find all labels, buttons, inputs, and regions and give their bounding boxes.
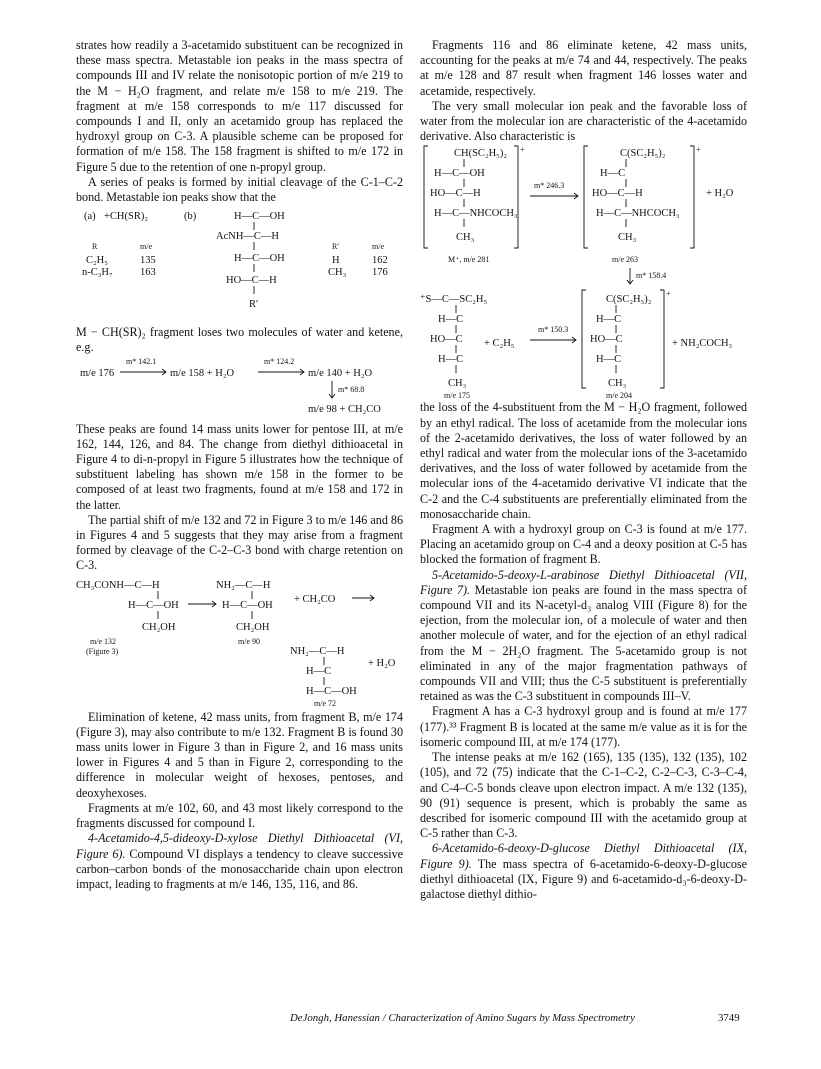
svg-text:m* 68.8: m* 68.8 bbox=[338, 384, 365, 394]
svg-text:(b): (b) bbox=[184, 211, 197, 223]
svg-text:m* 158.4: m* 158.4 bbox=[636, 271, 667, 281]
svg-text:m* 246.3: m* 246.3 bbox=[534, 181, 565, 191]
svg-text:135: 135 bbox=[140, 255, 156, 267]
svg-text:HO—C—H: HO—C—H bbox=[592, 188, 643, 200]
paragraph: the loss of the 4-substituent from the M − H₂O fragment, followed by an ethyl radical. The loss of acetamide from the molecular ions of the 2-acetamido derivatives, the loss of water followed by an ethyl radical and water from the molecular ions of the 3-acetamido derivatives, and the loss of water followed by acetamide from the molecular ions of the 4-acetamido derivative VI indicate that the C-2 and the C-4 substituents are preferentially eliminated from the monosaccharide chain. bbox=[420, 400, 747, 521]
svg-text:m/e 132: m/e 132 bbox=[90, 636, 116, 646]
svg-text:+ H₂O: + H₂O bbox=[706, 188, 734, 200]
scheme-4 bbox=[420, 144, 747, 400]
svg-text:H—C: H—C bbox=[596, 314, 622, 326]
section-heading: 5-Acetamido-5-deoxy-L-arabinose Diethyl Dithioacetal (VII, Figure 7). bbox=[420, 567, 747, 597]
svg-text:m* 150.3: m* 150.3 bbox=[538, 325, 569, 335]
svg-text:CH₃: CH₃ bbox=[618, 232, 637, 244]
svg-text:+: + bbox=[696, 145, 701, 155]
paragraph-body: The mass spectra of 6-acetamido-6-deoxy-D-glucose diethyl dithioacetal (IX, Figure 9) and 6-acetamido-d₃-6-deoxy-D-galactose diethyl dithio- bbox=[420, 856, 747, 901]
svg-text:H—C: H—C bbox=[438, 354, 464, 366]
paragraph-body: Metastable ion peaks are found in the mass spectra of compound VII and its N-acetyl-d₃ analog VIII (Figure 8) for the ejection, from the molecular ion, of a molecule of water and then another molecule of water, and for the ejection of an ethyl radical from the M − 2H₂O fragment. The 5-acetamido group is not eliminated in any of the major fragmentation pathways of compounds VII and VIII; thus the C-5 substituent is preferentially retained as was the C-3 substituent in compounds III–V. bbox=[420, 582, 747, 704]
svg-text:H: H bbox=[332, 255, 340, 267]
svg-text:R′: R′ bbox=[249, 299, 259, 311]
paragraph-body: Compound VI displays a tendency to cleave successive carbon–carbon bonds of the monosaccharide chain upon electron impact, leading to fragments at m/e 146, 135, 116, and 86. bbox=[76, 846, 403, 891]
section-heading: 6-Acetamido-6-deoxy-D-glucose Diethyl Dithioacetal (IX, Figure 9). bbox=[420, 841, 747, 871]
svg-text:H—C—NHCOCH₃: H—C—NHCOCH₃ bbox=[434, 208, 518, 220]
svg-text:C(SC₂H₅)₂: C(SC₂H₅)₂ bbox=[620, 148, 666, 160]
svg-text:HO—C: HO—C bbox=[590, 334, 623, 346]
svg-text:R′: R′ bbox=[332, 242, 340, 252]
scheme-1 bbox=[76, 205, 403, 325]
svg-text:CH(SC₂H₅)₂: CH(SC₂H₅)₂ bbox=[454, 148, 507, 160]
svg-text:m/e 175: m/e 175 bbox=[444, 391, 470, 401]
running-footer: DeJongh, Hanessian / Characterization of Amino Sugars by Mass Spectrometry bbox=[290, 1012, 635, 1024]
svg-text:m/e 263: m/e 263 bbox=[612, 255, 638, 265]
svg-text:H—C—OH: H—C—OH bbox=[222, 599, 273, 611]
svg-text:CH₂OH: CH₂OH bbox=[142, 621, 176, 633]
svg-text:H—C: H—C bbox=[596, 354, 622, 366]
svg-text:⁺S—C—SC₂H₅: ⁺S—C—SC₂H₅ bbox=[420, 294, 488, 306]
svg-text:H—C: H—C bbox=[600, 168, 626, 180]
svg-text:C(SC₂H₅)₂: C(SC₂H₅)₂ bbox=[606, 294, 652, 306]
svg-text:m/e 158 + H₂O: m/e 158 + H₂O bbox=[170, 367, 235, 379]
svg-text:m/e: m/e bbox=[372, 242, 384, 252]
paragraph: M − CH(SR)₂ fragment loses two molecules of water and ketene, e.g. bbox=[76, 325, 403, 355]
svg-text:CH₃: CH₃ bbox=[448, 378, 467, 390]
paragraph: These peaks are found 14 mass units lower for pentose III, at m/e 162, 144, 126, and 84. The change from diethyl dithioacetal in Figure 4 to di-n-propyl in Figure 5 illustrates how the technique of substituent labeling has shown m/e 158 in the former to be composed of at least two fragments, found at m/e 158 and 172 in the latter. bbox=[76, 421, 403, 512]
svg-text:m/e 176: m/e 176 bbox=[80, 367, 115, 379]
svg-text:H—C: H—C bbox=[306, 665, 332, 677]
svg-text:CH₂OH: CH₂OH bbox=[236, 621, 270, 633]
paragraph: strates how readily a 3-acetamido substituent can be recognized in these mass spectra. Metastable ion peaks in the mass spectra of compounds III and IV relate the nonisotopic portion of m/e 219 to the M − H₂O fragment, and relate m/e 158 to m/e 219. The fragment at m/e 158 corresponds to m/e 117 discussed for compounds I and II, only an acetamido group has replaced the hydroxyl group on C-3. A plausible scheme can be proposed for formation of m/e 158. The 158 fragment is shifted to m/e 172 in Figure 5 due to the retention of one n-propyl group. bbox=[76, 38, 403, 174]
svg-text:AcNH—C—H: AcNH—C—H bbox=[216, 231, 279, 243]
paragraph: The partial shift of m/e 132 and 72 in Figure 3 to m/e 146 and 86 in Figures 4 and 5 suggests that they may arise from a fragment formed by cleavage of the C-2–C-3 bond with charge retention on C-3. bbox=[76, 512, 403, 573]
left-column bbox=[76, 38, 403, 892]
svg-text:m* 142.1: m* 142.1 bbox=[126, 356, 157, 366]
svg-text:(Figure 3): (Figure 3) bbox=[86, 646, 119, 656]
svg-text:H—C: H—C bbox=[438, 314, 464, 326]
svg-text:+ NH₂COCH₃: + NH₂COCH₃ bbox=[672, 338, 733, 350]
svg-text:m/e 98 + CH₂CO: m/e 98 + CH₂CO bbox=[308, 403, 381, 415]
svg-text:H—C—NHCOCH₃: H—C—NHCOCH₃ bbox=[596, 208, 680, 220]
svg-text:m/e 72: m/e 72 bbox=[314, 698, 336, 708]
paragraph: Fragments 116 and 86 eliminate ketene, 42 mass units, accounting for the peaks at m/e 74 and 44, respectively. The peaks at m/e 128 and 87 result when fragment 146 losses water and acetamide, respectively. bbox=[420, 38, 747, 98]
paragraph bbox=[76, 831, 403, 892]
svg-text:n-C₃H₇: n-C₃H₇ bbox=[82, 267, 113, 279]
svg-text:+CH(SR)₂: +CH(SR)₂ bbox=[104, 211, 149, 223]
svg-text:176: 176 bbox=[372, 267, 388, 279]
svg-text:+ C₂H₅: + C₂H₅ bbox=[484, 338, 515, 350]
svg-text:H—C—OH: H—C—OH bbox=[234, 253, 285, 265]
scheme-2 bbox=[76, 356, 403, 422]
paragraph: Fragment A has a C-3 hydroxyl group and is found at m/e 177 (177).³³ Fragment B is located at the same m/e value as it is for the isomeric compound III, at m/e 174 (177). bbox=[420, 704, 747, 749]
right-column bbox=[420, 38, 747, 902]
paragraph: The very small molecular ion peak and the favorable loss of water from the molecular ion are characteristic of the 4-acetamido derivative. Also characteristic is bbox=[420, 98, 747, 144]
svg-text:NH₂—C—H: NH₂—C—H bbox=[290, 645, 345, 657]
svg-text:m/e 140 + H₂O: m/e 140 + H₂O bbox=[308, 367, 373, 379]
paragraph: The intense peaks at m/e 162 (165), 135 (135), 132 (135), 102 (105), and 72 (75) indicate that the C-1–C-2, C-2–C-3, C-3–C-4, and C-4–C-5 bonds cleave upon electron impact. A m/e 132 (135), 90 (91) sequence is present, which is probably the same as described for isomeric compound III with the acetamido group at C-5 rather than C-3. bbox=[420, 750, 747, 841]
paragraph: Elimination of ketene, 42 mass units, from fragment B, m/e 174 (Figure 3), may also contribute to m/e 132. Fragment B is found 30 mass units lower in Figure 3 than in Figure 2, and 16 mass units lower in Figures 4 and 5 than in Figure 2, corresponding to the difference in molecular weight of hexoses, pentoses, and deoxyhexoses. bbox=[76, 709, 403, 800]
paragraph: A series of peaks is formed by initial cleavage of the C-1–C-2 bond. Metastable ion peaks show that the bbox=[76, 174, 403, 205]
svg-text:+: + bbox=[520, 145, 525, 155]
svg-text:H—C—OH: H—C—OH bbox=[306, 685, 357, 697]
svg-text:CH₃CONH—C—H: CH₃CONH—C—H bbox=[76, 579, 160, 591]
page-number: 3749 bbox=[718, 1012, 740, 1024]
scheme-3 bbox=[76, 574, 403, 710]
svg-text:(a): (a) bbox=[84, 211, 96, 223]
svg-text:M⁺, m/e 281: M⁺, m/e 281 bbox=[448, 255, 490, 265]
svg-text:H—C—OH: H—C—OH bbox=[434, 168, 485, 180]
svg-text:H—C—OH: H—C—OH bbox=[234, 211, 285, 223]
svg-text:+ H₂O: + H₂O bbox=[368, 657, 396, 669]
paragraph bbox=[420, 568, 747, 705]
svg-text:HO—C: HO—C bbox=[430, 334, 463, 346]
svg-text:163: 163 bbox=[140, 267, 156, 279]
svg-text:NH₂—C—H: NH₂—C—H bbox=[216, 579, 271, 591]
section-heading: 4-Acetamido-4,5-dideoxy-D-xylose Diethyl Dithioacetal (VI, Figure 6). bbox=[76, 831, 403, 861]
svg-text:m/e 90: m/e 90 bbox=[238, 636, 260, 646]
svg-text:HO—C—H: HO—C—H bbox=[226, 275, 277, 287]
paragraph bbox=[420, 841, 747, 902]
svg-text:H—C—OH: H—C—OH bbox=[128, 599, 179, 611]
svg-text:162: 162 bbox=[372, 255, 388, 267]
paragraph: Fragment A with a hydroxyl group on C-3 is found at m/e 177. Placing an acetamido group on C-4 and a deoxy position at C-5 has blocked the formation of fragment B. bbox=[420, 522, 747, 567]
svg-text:C₂H₅: C₂H₅ bbox=[86, 255, 108, 267]
svg-text:m/e: m/e bbox=[140, 242, 152, 252]
paragraph: Fragments at m/e 102, 60, and 43 most likely correspond to the fragments discussed for compound I. bbox=[76, 800, 403, 831]
svg-text:CH₃: CH₃ bbox=[328, 267, 347, 279]
svg-text:CH₃: CH₃ bbox=[456, 232, 475, 244]
svg-text:R: R bbox=[92, 242, 98, 252]
svg-text:HO—C—H: HO—C—H bbox=[430, 188, 481, 200]
svg-text:m* 124.2: m* 124.2 bbox=[264, 356, 295, 366]
svg-text:+: + bbox=[666, 289, 671, 299]
svg-text:CH₃: CH₃ bbox=[608, 378, 627, 390]
svg-text:m/e 204: m/e 204 bbox=[606, 391, 632, 401]
svg-text:+ CH₂CO: + CH₂CO bbox=[294, 593, 336, 605]
